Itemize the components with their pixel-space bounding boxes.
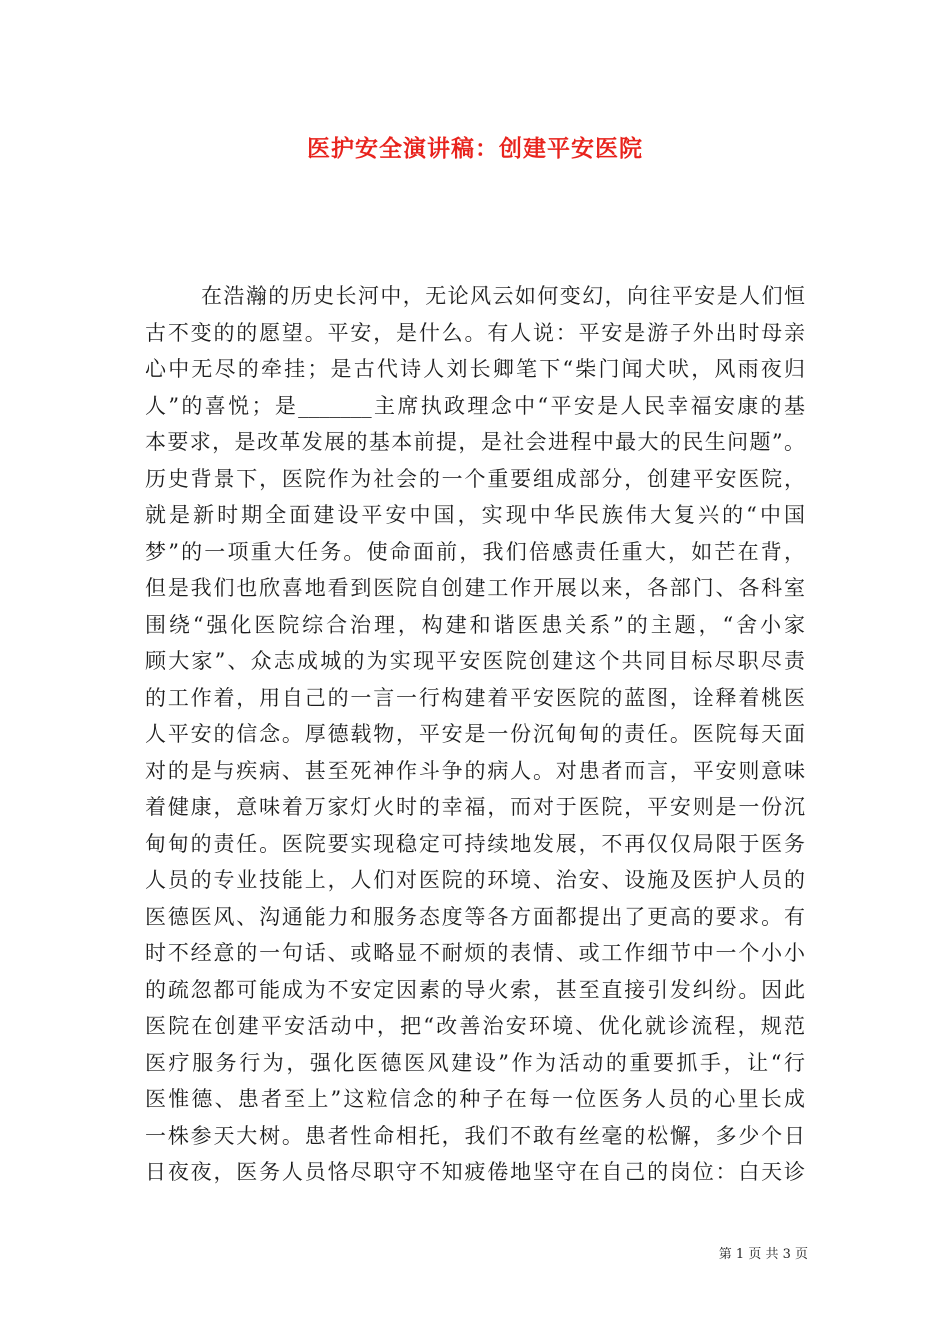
text-line: 医惟德、患者至上”这粒信念的种子在每一位医务人员的心里长成 [145,1087,805,1111]
text-line: 人”的喜悦；是_______主席执政理念中“平安是人民幸福安康的基 [145,393,805,418]
text-line: 历史背景下，医院作为社会的一个重要组成部分，创建平安医院， [145,466,805,491]
text-line: 医院在创建平安活动中，把“改善治安环境、优化就诊流程，规范 [145,1014,805,1038]
text-line: 人平安的信念。厚德载物，平安是一份沉甸甸的责任。医院每天面 [145,722,805,746]
text-line: 的工作着，用自己的一言一行构建着平安医院的蓝图，诠释着桃医 [145,685,805,710]
page-title: 医护安全演讲稿：创建平安医院 [307,135,643,162]
text-line: 医疗服务行为，强化医德医风建设”作为活动的重要抓手，让“行 [145,1050,805,1075]
text-line: 梦”的一项重大任务。使命面前，我们倍感责任重大，如芒在背， [145,539,805,564]
text-line: 着健康，意味着万家灯火时的幸福，而对于医院，平安则是一份沉 [145,795,805,819]
text-line: 古不变的的愿望。平安，是什么。有人说：平安是游子外出时母亲 [145,320,805,345]
text-line: 甸甸的责任。医院要实现稳定可持续地发展，不再仅仅局限于医务 [145,831,805,856]
text-line: 在浩瀚的历史长河中，无论风云如何变幻，向往平安是人们恒 [201,284,805,308]
page-number-footer: 第 1 页 共 3 页 [718,1247,808,1262]
text-line: 就是新时期全面建设平安中国，实现中华民族伟大复兴的“中国 [145,503,805,527]
text-line: 本要求，是改革发展的基本前提，是社会进程中最大的民生问题”。 [145,430,805,454]
text-line: 顾大家”、众志成城的为实现平安医院创建这个共同目标尽职尽责 [145,649,805,673]
text-line: 人员的专业技能上，人们对医院的环境、治安、设施及医护人员的 [145,868,805,892]
text-line: 时不经意的一句话、或略显不耐烦的表情、或工作细节中一个小小 [145,941,805,965]
text-line: 的疏忽都可能成为不安定因素的导火索，甚至直接引发纠纷。因此 [145,977,805,1002]
text-line: 医德医风、沟通能力和服务态度等各方面都提出了更高的要求。有 [145,904,805,929]
text-line: 一株参天大树。患者性命相托，我们不敢有丝毫的松懈，多少个日 [145,1123,805,1148]
text-line: 心中无尽的牵挂；是古代诗人刘长卿笔下“柴门闻犬吠，风雨夜归 [145,357,805,381]
text-line: 对的是与疾病、甚至死神作斗争的病人。对患者而言，平安则意味 [145,758,805,783]
text-line: 但是我们也欣喜地看到医院自创建工作开展以来，各部门、各科室 [145,576,805,600]
body-paragraph [145,278,805,1191]
text-line: 日夜夜，医务人员恪尽职守不知疲倦地坚守在自己的岗位：白天诊 [145,1160,805,1184]
text-line: 围绕“强化医院综合治理，构建和谐医患关系”的主题，“舍小家 [145,612,805,637]
